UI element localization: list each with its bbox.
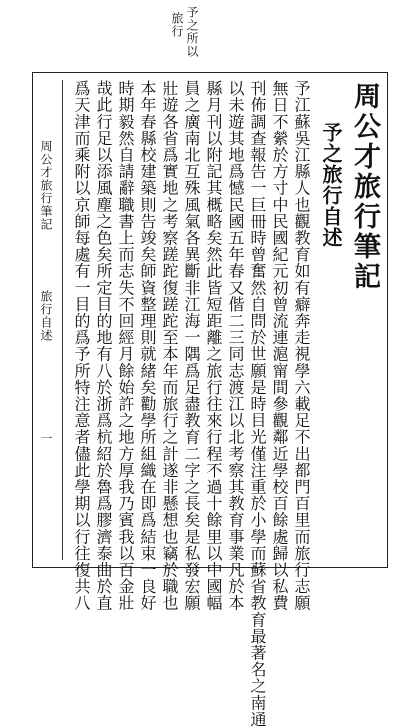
body-column-4: 以未遊其地爲憾民國五年春又偕二三同志渡江以北考察其教育事業凡於本 — [226, 80, 245, 612]
body-column-6: 員之廣南北互殊風氣各異斷非江海一隅爲足盡教育二字之長矣是私發宏願 — [182, 80, 201, 612]
body-column-1: 予江蘇吳江縣人也觀教育如有癖奔走視學六載足不出都門百里而旅行志願 — [292, 80, 311, 612]
top-label-line-1: 予之所以 — [185, 6, 199, 58]
chapter-heading: 予之旅行自述 — [319, 122, 343, 248]
body-column-9: 時期毅然自請辭職書上而志失不回經月餘始許之地方厚我乃賓我以百金壯 — [116, 80, 135, 612]
page-title: 周公才旅行筆記 — [349, 82, 380, 292]
page-number: 一 — [39, 432, 53, 445]
margin-rule — [62, 80, 63, 560]
body-column-5: 縣月刊以附記其概略矣然此皆短距離之旅行往來行程不過十餘里以中國幅 — [204, 80, 223, 612]
body-column-8: 本年春縣校建築則告竣矣師資整理則就緒矣勸學所組織在即爲結束一良好 — [138, 80, 157, 612]
body-column-2: 無日不縈於方寸中民國紀元初曾流連滬甯間參觀鄰近學校百餘處歸以私費 — [270, 80, 289, 612]
body-column-7: 壯遊各省爲實地之考察蹉跎復蹉跎至本年而旅行之計遂非懸想也竊於職也 — [160, 80, 179, 612]
margin-book-title: 周公才旅行筆記 — [39, 140, 53, 231]
margin-chapter: 旅行自述 — [39, 290, 53, 342]
body-column-10: 哉此行足以添風塵之色矣所定目的地有八於浙爲杭紹於魯爲膠濟泰曲於直 — [94, 80, 113, 612]
body-column-11: 爲天津而乘附以京師每處有一目的爲予所特注意者儘此學期以行往復共八 — [72, 80, 91, 612]
top-label-line-2: 旅行 — [170, 12, 184, 38]
body-column-3: 刊佈調查報告一巨冊時曾奮然自問於世願是時目光僅注重於小學而蘇省教育最著名之南通 — [248, 80, 267, 727]
